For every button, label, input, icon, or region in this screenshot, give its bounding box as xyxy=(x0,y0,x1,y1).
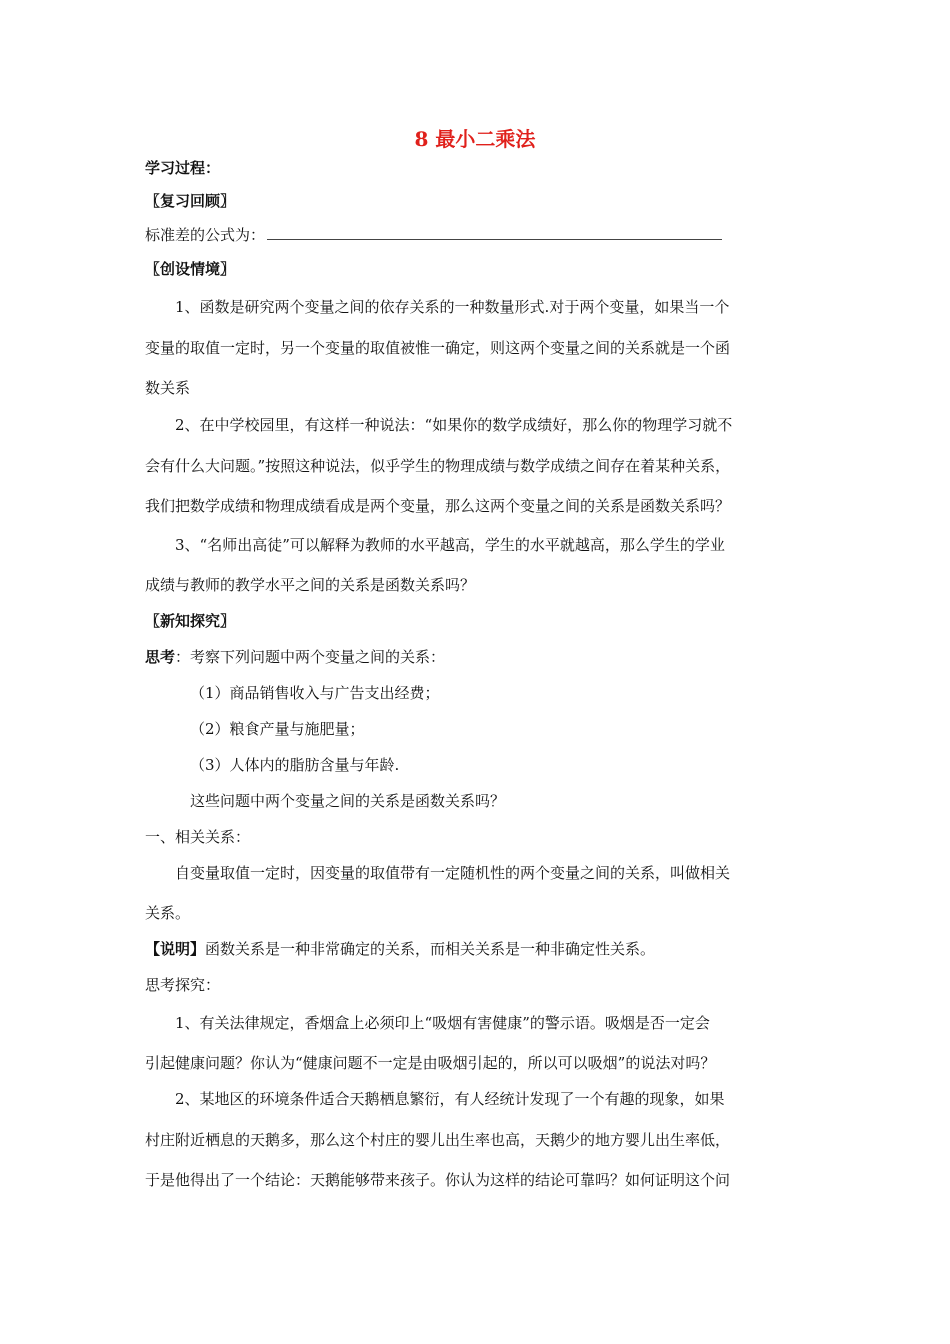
think-label: 思考 xyxy=(145,648,176,666)
scenario-p1-line1: 1、函数是研究两个变量之间的依存关系的一种数量形式.对于两个变量，如果当一个 xyxy=(175,298,730,316)
q2-line1: 2、某地区的环境条件适合天鹅栖息繁衍，有人经统计发现了一个有趣的现象，如果 xyxy=(175,1090,725,1108)
scenario-heading: 〖创设情境〗 xyxy=(145,260,236,278)
scenario-p1-line3: 数关系 xyxy=(145,379,191,397)
q1-line1: 1、有关法律规定，香烟盒上必须印上“吸烟有害健康”的警示语。吸烟是否一定会 xyxy=(175,1014,710,1032)
q2-line3: 于是他得出了一个结论：天鹅能够带来孩子。你认为这样的结论可靠吗？如何证明这个问 xyxy=(145,1171,731,1189)
q2-line2: 村庄附近栖息的天鹅多，那么这个村庄的婴儿出生率也高，天鹅少的地方婴儿出生率低， xyxy=(145,1131,731,1149)
review-heading: 〖复习回顾〗 xyxy=(145,192,236,210)
definition-line1: 自变量取值一定时，因变量的取值带有一定随机性的两个变量之间的关系，叫做相关 xyxy=(175,864,731,882)
note-line xyxy=(145,939,655,959)
scenario-p2-line3: 我们把数学成绩和物理成绩看成是两个变量，那么这两个变量之间的关系是函数关系吗？ xyxy=(145,497,731,515)
scenario-p2-line2: 会有什么大问题。”按照这种说法，似乎学生的物理成绩与数学成绩之间存在着某种关系， xyxy=(145,457,731,475)
think-line xyxy=(145,647,445,667)
explore-item-2: （2）粮食产量与施肥量； xyxy=(190,720,365,738)
correlation-heading: 一、相关关系： xyxy=(145,828,251,846)
definition-line2: 关系。 xyxy=(145,904,191,922)
formula-prompt-line xyxy=(145,225,722,245)
explore-question: 这些问题中两个变量之间的关系是函数关系吗？ xyxy=(190,792,506,810)
formula-prompt: 标准差的公式为： xyxy=(145,226,266,244)
scenario-p1-line2: 变量的取值一定时，另一个变量的取值被惟一确定，则这两个变量之间的关系就是一个函 xyxy=(145,339,731,357)
think-text: ：考察下列问题中两个变量之间的关系： xyxy=(175,648,446,666)
note-label: 【说明】 xyxy=(145,940,206,958)
explore-item-1: （1）商品销售收入与广告支出经费； xyxy=(190,684,440,702)
explore-item-3: （3）人体内的脂肪含量与年龄. xyxy=(190,756,400,774)
learning-process-label: 学习过程： xyxy=(145,159,221,177)
scenario-p3-line2: 成绩与教师的教学水平之间的关系是函数关系吗？ xyxy=(145,576,476,594)
scenario-p3-line1: 3、“名师出高徒”可以解释为教师的水平越高，学生的水平就越高，那么学生的学业 xyxy=(175,536,725,554)
scenario-p2-line1: 2、在中学校园里，有这样一种说法：“如果你的数学成绩好，那么你的物理学习就不 xyxy=(175,416,733,434)
think-explore-label: 思考探究： xyxy=(145,976,221,994)
page-title: 8 最小二乘法 xyxy=(414,127,536,151)
q1-line2: 引起健康问题？你认为“健康问题不一定是由吸烟引起的，所以可以吸烟”的说法对吗？ xyxy=(145,1054,716,1072)
note-text: 函数关系是一种非常确定的关系，而相关关系是一种非确定性关系。 xyxy=(205,940,656,958)
explore-heading: 〖新知探究〗 xyxy=(145,612,236,630)
formula-blank xyxy=(267,225,722,240)
